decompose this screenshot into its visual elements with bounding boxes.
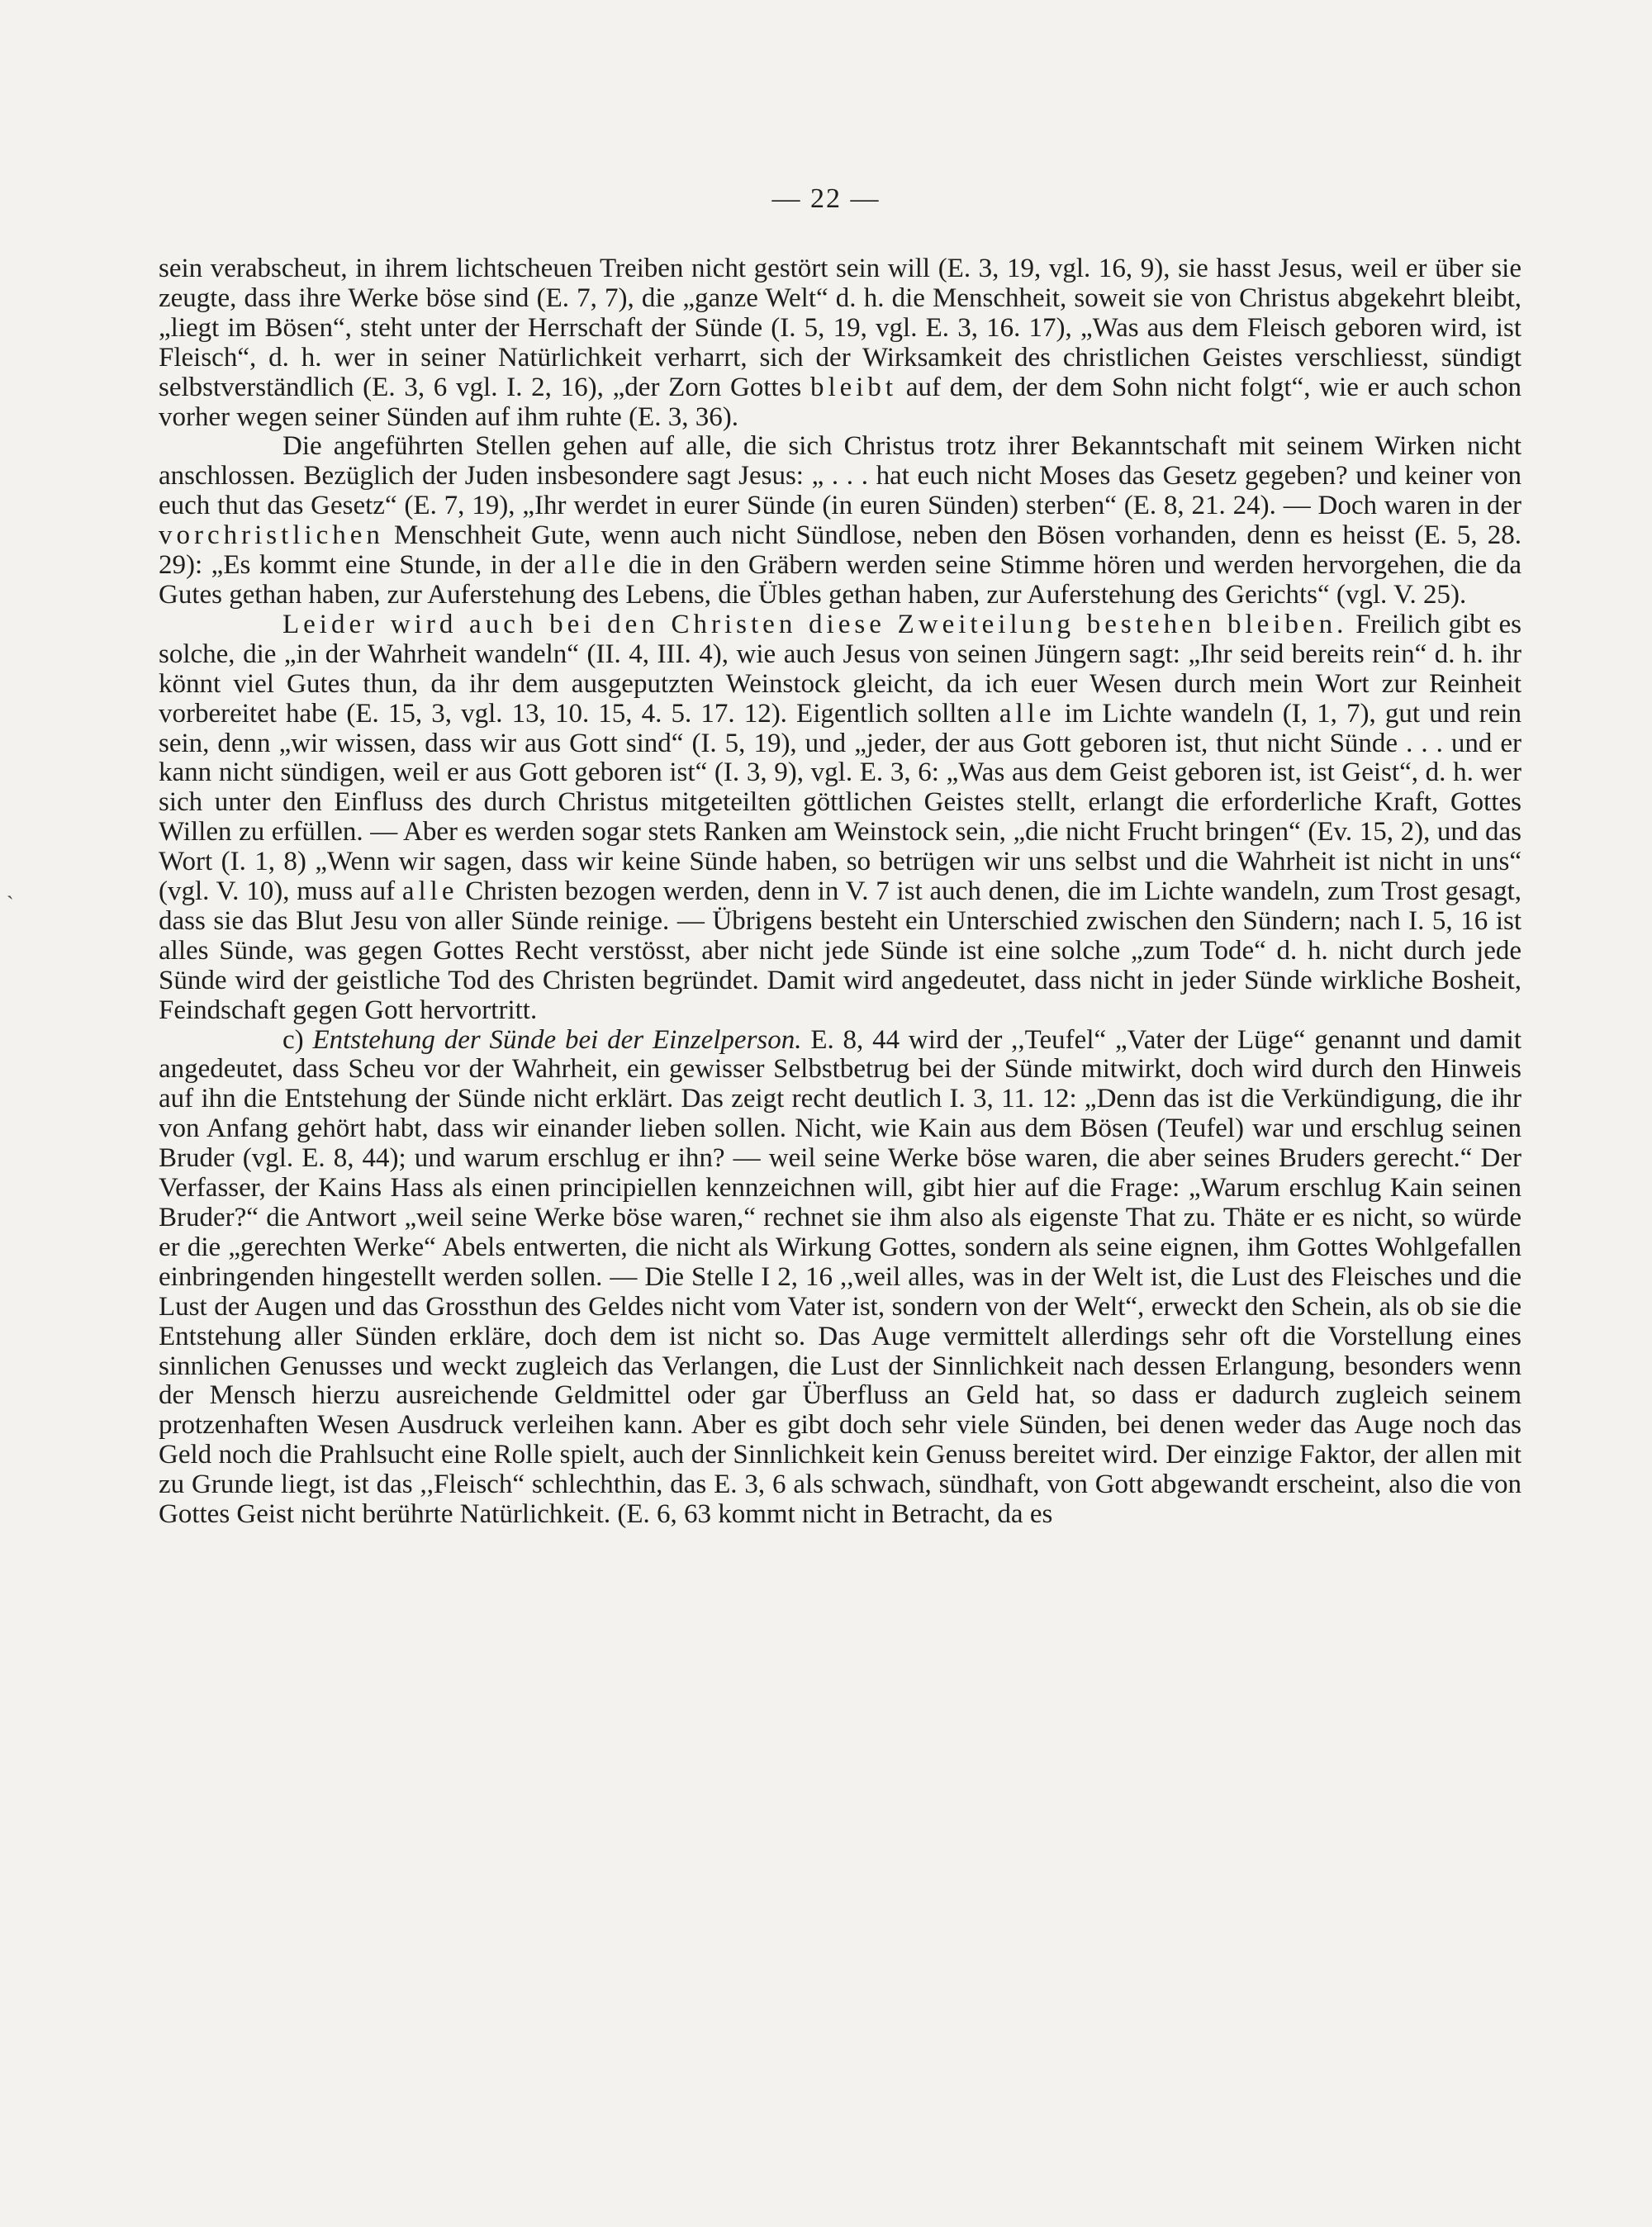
page-number: — 22 — xyxy=(771,183,881,214)
emphasis-spaced: alle xyxy=(401,876,458,907)
margin-mark: ˴ xyxy=(7,882,14,906)
emphasis-spaced: vorchristlichen xyxy=(159,520,384,551)
body-text xyxy=(159,254,1521,1530)
text-run: Freilich gibt es solche, die „in der Wahrheit wandeln“ (II. 4, III. 4), wie auch Jesus von seinen Jüngern sagt: „Ihr seid bereits rein“ d. h. ihr könnt viel Gutes thun, da ihr dem ausgeputzten Weinstock gleicht, da ich euer Wesen durch mein Wort zur Reinheit vorbereitet habe (E. 15, 3, vgl. 13, 10. 15, 4. 5. 17. 12). Eigentlich sollten xyxy=(159,609,1521,729)
paragraph xyxy=(159,432,1521,610)
emphasis-spaced: Leider wird auch bei den Christen diese Zweiteilung bestehen bleiben. xyxy=(282,609,1348,639)
text-run: Menschheit Gute, wenn auch nicht Sündlose, neben den Bösen vorhanden, denn es heisst (E. 5, 28. 29): „Es kommt eine Stunde, in der xyxy=(159,520,1521,581)
text-run: die in den Gräbern werden seine Stimme hören und werden hervorgehen, die da Gutes gethan haben, zur Auferstehung des Lebens, die Übles gethan haben, zur Auferstehung des Gerichts“ (vgl. V. 25). xyxy=(159,550,1521,610)
emphasis-spaced: alle xyxy=(999,698,1056,729)
text-run: Die angeführten Stellen gehen auf alle, die sich Christus trotz ihrer Bekanntschaft mit seinem Wirken nicht anschlossen. Bezüglich der Juden insbesondere sagt Jesus: „ . . . hat euch nicht Moses das Gesetz gegeben? und keiner von euch thut das Gesetz“ (E. 7, 19), „Ihr werdet in eurer Sünde (in euren Sünden) sterben“ (E. 8, 21. 24). — Doch waren in der xyxy=(159,431,1521,521)
emphasis-spaced: bleibt xyxy=(809,372,898,402)
text-run: c) xyxy=(282,1024,313,1055)
text-run: sein verabscheut, in ihrem lichtscheuen Treiben nicht gestört sein will (E. 3, 19, vgl. 16, 9), sie hasst Jesus, weil er über sie zeugte, dass ihre Werke böse sind (E. 7, 7), die „ganze Welt“ d. h. die Menschheit, soweit sie von Christus abgekehrt bleibt, „liegt im Bösen“, steht unter der Herrschaft der Sünde (I. 5, 19, vgl. E. 3, 16. 17), „Was aus dem Fleisch geboren wird, ist Fleisch“, d. h. wer in seiner Natürlichkeit verharrt, sich der Wirksamkeit des christlichen Geistes verschliesst, sündigt selbstverständlich (E. 3, 6 vgl. I. 2, 16), „der Zorn Gottes xyxy=(159,254,1521,402)
paragraph xyxy=(159,610,1521,1026)
paragraph xyxy=(159,1026,1521,1530)
section-heading: Entstehung der Sünde bei der Einzelperson. xyxy=(312,1024,802,1055)
text-run: E. 8, 44 wird der ,,Teufel“ „Vater der Lüge“ genannt und damit angedeutet, dass Scheu vor der Wahrheit, ein gewisser Selbstbetrug bei der Sünde mitwirkt, doch wird durch den Hinweis auf ihn die Entstehung der Sünde nicht erklärt. Das zeigt recht deutlich I. 3, 11. 12: „Denn das ist die Verkündigung, die ihr von Anfang gehört habt, dass wir einander lieben sollen. Nicht, wie Kain aus dem Bösen (Teufel) war und erschlug seinen Bruder (vgl. E. 8, 44); und warum erschlug er ihn? — weil seine Werke böse waren, die aber seines Bruders gerecht.“ Der Verfasser, der Kains Hass als einen principiellen kennzeichnen will, gibt hier auf die Frage: „Warum erschlug Kain seinen Bruder?“ die Antwort „weil seine Werke böse waren,“ rechnet sie ihm also als eigenste That zu. Thäte er es nicht, so würde er die „gerechten Werke“ Abels entwerten, die nicht als Wirkung Gottes, sondern als seine eignen, ihm Gottes Wohlgefallen einbringenden hingestellt werden sollen. — Die Stelle I 2, 16 ,,weil alles, was in der Welt ist, die Lust des Fleisches und die Lust der Augen und das Grossthun des Geldes nicht vom Vater ist, sondern von der Welt“, erweckt den Schein, als ob sie die Entstehung aller Sünden erkläre, doch dem ist nicht so. Das Auge vermittelt allerdings sehr oft die Vorstellung eines sinnlichen Genusses und weckt zugleich das Verlangen, die Lust der Sinnlichkeit nach dessen Erlangung, besonders wenn der Mensch hierzu ausreichende Geldmittel oder gar Überfluss an Geld hat, so dass er dadurch zugleich seinem protzenhaften Wesen Ausdruck verleihen kann. Aber es gibt doch sehr viele Sünden, bei denen weder das Auge noch das Geld noch die Prahlsucht eine Rolle spielt, auch der Sinnlichkeit kein Genuss bereitet wird. Der einzige Faktor, der allen mit zu Grunde liegt, ist das ,,Fleisch“ schlechthin, das E. 3, 6 als schwach, sündhaft, von Gott abgewandt erscheint, also die von Gottes Geist nicht berührte Natürlichkeit. (E. 6, 63 kommt nicht in Betracht, da es xyxy=(159,1024,1521,1530)
paragraph xyxy=(159,254,1521,432)
text-run: im Lichte wandeln (I, 1, 7), gut und rein sein, denn „wir wissen, dass wir aus Gott sind“ (I. 5, 19), und „jeder, der aus Gott geboren ist, thut nicht Sünde . . . und er kann nicht sündigen, weil er aus Gott geboren ist“ (I. 3, 9), vgl. E. 3, 6: „Was aus dem Geist geboren ist, ist Geist“, d. h. wer sich unter den Einfluss des durch Christus mitgeteilten göttlichen Geistes stellt, erlangt die erforderliche Kraft, Gottes Willen zu erfüllen. — Aber es werden sogar stets Ranken am Weinstock sein, „die nicht Frucht bringen“ (Ev. 15, 2), und das Wort (I. 1, 8) „Wenn wir sagen, dass wir keine Sünde haben, so betrügen wir uns selbst und die Wahrheit ist nicht in uns“ (vgl. V. 10), muss auf xyxy=(159,698,1521,907)
text-run: Christen bezogen werden, denn in V. 7 ist auch denen, die im Lichte wandeln, zum Trost gesagt, dass sie das Blut Jesu von aller Sünde reinige. — Übrigens besteht ein Unterschied zwischen den Sündern; nach I. 5, 16 ist alles Sünde, was gegen Gottes Recht verstösst, aber nicht jede Sünde ist eine solche „zum Tode“ d. h. nicht durch jede Sünde wird der geistliche Tod des Christen begründet. Damit wird angedeutet, dass nicht in jeder Sünde wirkliche Bosheit, Feindschaft gegen Gott hervortritt. xyxy=(159,876,1521,1025)
emphasis-spaced: alle xyxy=(563,550,620,581)
text-run: auf dem, der dem Sohn nicht folgt“, wie er auch schon vorher wegen seiner Sünden auf ihm ruhte (E. 3, 36). xyxy=(159,372,1522,432)
